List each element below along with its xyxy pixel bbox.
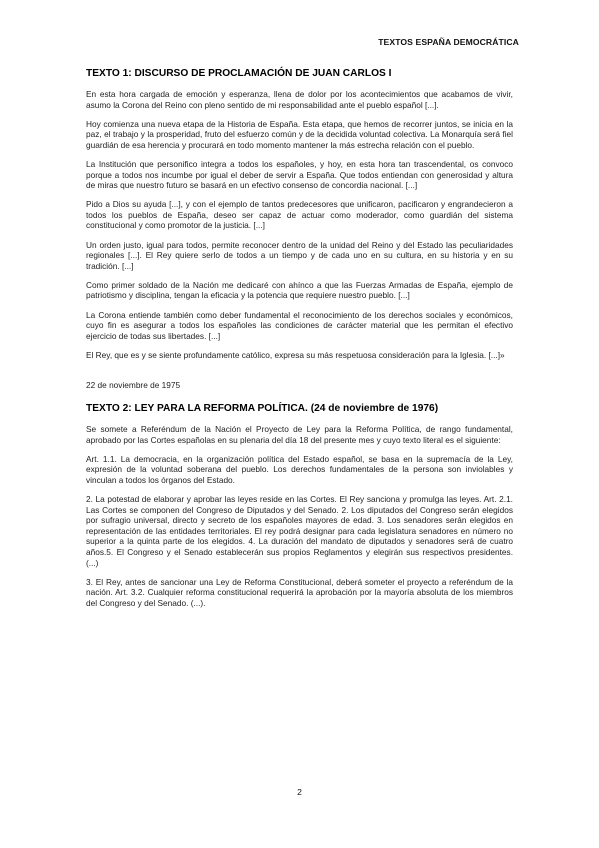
running-header: TEXTOS ESPAÑA DEMOCRÁTICA <box>378 37 519 47</box>
text-2-section <box>86 402 513 608</box>
text-2-paragraph: 3. El Rey, antes de sancionar una Ley de Reforma Constitucional, deberá someter el proyecto a referéndum de la nación. Art. 3.2. Cualquier reforma constitucional requerirá la aprobación por la mayoría absoluta de los miembros del Congreso y del Senado. (...). <box>86 576 513 608</box>
text-1-paragraph: Un orden justo, igual para todos, permite reconocer dentro de la unidad del Reino y del Estado las peculiaridades regionales [...]. El Rey quiere serlo de todos a un tiempo y de cada uno en su cultura, en su historia y en su tradición. [...] <box>86 239 513 271</box>
text-1-paragraph: El Rey, que es y se siente profundamente católico, expresa su más respetuosa consideración para la Iglesia. [...]» <box>86 349 505 360</box>
text-1-paragraph: Hoy comienza una nueva etapa de la Historia de España. Esta etapa, que hemos de recorrer juntos, se inicia en la paz, el trabajo y la prosperidad, fruto del esfuerzo común y de la decidida voluntad colectiva. La Monarquía será fiel guardián de esa herencia y procurará en todo momento mantener la más estrecha relación con el pueblo. <box>86 118 513 150</box>
text-1-paragraph: La Institución que personifico integra a todos los españoles, y hoy, en esta hora tan trascendental, os convoco porque a todos nos incumbe por igual el deber de servir a España. Que todos entiendan con generosidad y altura de miras que nuestro futuro se basará en un efectivo consenso de concordia nacional. [...] <box>86 158 513 191</box>
text-1-paragraph: En esta hora cargada de emoción y esperanza, llena de dolor por los acontecimientos que acabamos de vivir, asumo la Corona del Reino con pleno sentido de mi responsabilidad ante el pueblo español [...]. <box>86 89 513 110</box>
text-2-paragraph: Se somete a Referéndum de la Nación el Proyecto de Ley para la Reforma Política, de rango fundamental, aprobado por las Cortes españolas en su plenaria del día 18 del presente mes y cuyo texto literal es el siguiente: <box>86 423 513 445</box>
text-1-paragraph: Pido a Dios su ayuda [...], y con el ejemplo de tantos predecesores que unificaron, pacificaron y engrandecieron a todos los pueblos de España, deseo ser capaz de actuar como moderador, como guardián del sistema constitucional y como promotor de la justicia. [...] <box>86 199 513 231</box>
page-number: 2 <box>297 787 302 797</box>
text-2-title: TEXTO 2: LEY PARA LA REFORMA POLÍTICA. (24 de noviembre de 1976) <box>86 402 439 414</box>
text-1-paragraph: Como primer soldado de la Nación me dedicaré con ahínco a que las Fuerzas Armadas de España, ejemplo de patriotismo y disciplina, tengan la eficacia y la potencia que requiere nuestro pueblo. [...] <box>86 279 513 301</box>
text-2-paragraph: Art. 1.1. La democracia, en la organización política del Estado español, se basa en la supremacía de la Ley, expresión de la voluntad soberana del pueblo. Los derechos fundamentales de la persona son inviolables y vinculan a todos los órganos del Estado. <box>86 453 513 485</box>
text-1-title: TEXTO 1: DISCURSO DE PROCLAMACIÓN DE JUAN CARLOS I <box>86 68 392 79</box>
text-2-paragraph: 2. La potestad de elaborar y aprobar las leyes reside en las Cortes. El Rey sanciona y promulga las leyes. Art. 2.1. Las Cortes se componen del Congreso de Diputados y del Senado. 2. Los diputados del Congreso serán elegidos por sufragio universal, directo y secreto de los españoles mayores de edad. 3. Los senadores serán elegidos en representación de las entidades territoriales. El rey podrá designar para cada legislatura senadores en número no superior a la quinta parte de los elegidos. 4. La duración del mandato de diputados y senadores será de cuatro años.5. El Congreso y el Senado establecerán sus propios Reglamentos y elegirán sus respectivos presidentes. (...) <box>86 493 513 568</box>
text-1-section <box>86 67 513 391</box>
text-1-date: 22 de noviembre de 1975 <box>86 380 181 391</box>
page-content <box>86 67 513 617</box>
text-1-paragraph: La Corona entiende también como deber fundamental el reconocimiento de los derechos sociales y económicos, cuyo fin es asegurar a todos los españoles las condiciones de carácter material que les permitan el efectivo ejercicio de todas sus libertades. [...] <box>86 309 513 341</box>
